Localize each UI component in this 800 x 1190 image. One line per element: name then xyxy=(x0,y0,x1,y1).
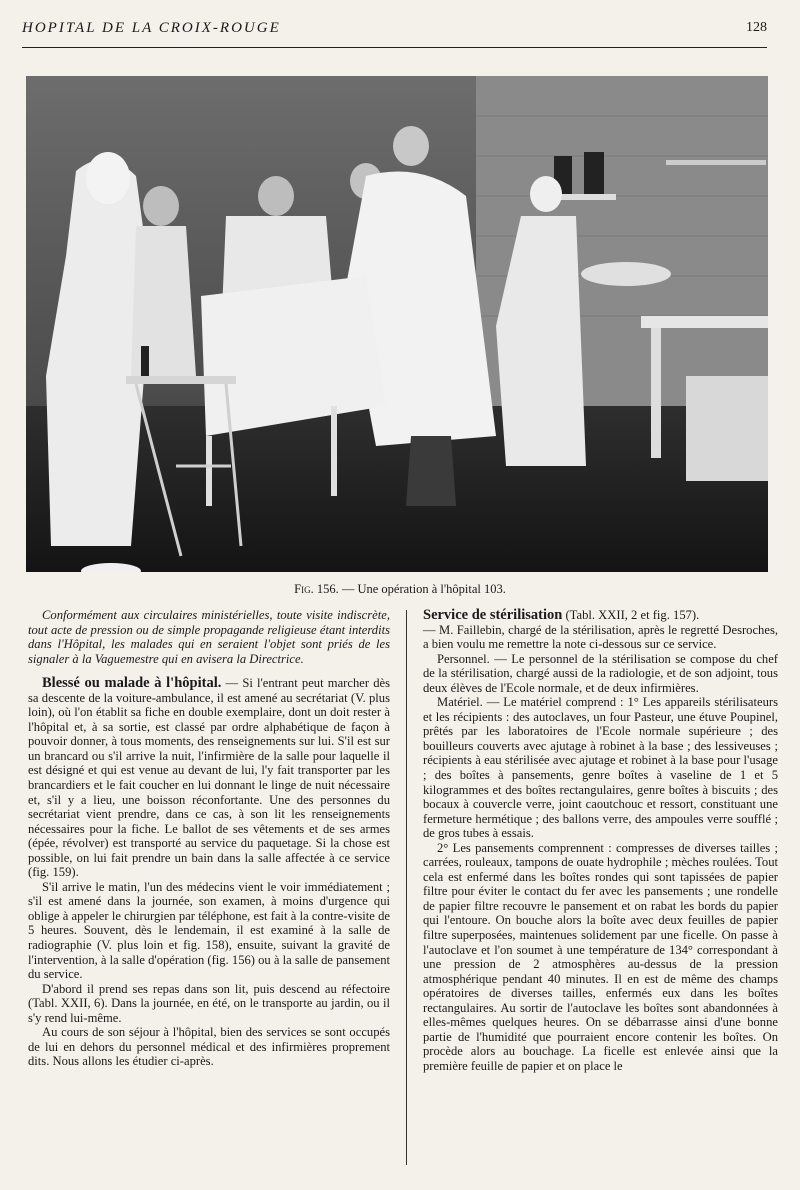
visit-notice: Conformément aux circulaires ministérielles, toute visite indiscrète, tout acte de pression ou de simple propagande religieuse étant interdits dans l'Hôpital, les malades qui en seraient l'objet sont priés de les signaler à la Vaguemestre qui en avisera la Directrice. xyxy=(28,608,390,666)
operation-photograph xyxy=(26,76,768,572)
section-title-sterilisation: Service de stérilisation xyxy=(423,607,563,623)
running-header xyxy=(22,20,767,42)
admission-text: — Si l'entrant peut marcher dès sa descente de la voiture-ambulance, il est amené au secrétariat (V. plus loin), où l'on établit sa fiche en double exemplaire, dont un doit rester à l'hôpital et, à sa sortie, est classé par ordre alphabétique de façon à pouvoir donner, à tous moments, des renseignements sur lui. S'il est sur un brancard ou s'il arrive la nuit, l'infirmière de la salle pour laquelle il est désigné et qui est venue au devant de lui, l'y fait transporter par les brancardiers et le fait coucher en lui donnant le linge de nuit nécessaire et, s'il y a lieu, une boisson réconfortante. Une des personnes du secrétariat vient prendre, dans ce cas, à son lit les renseignements nécessaires pour la fiche. Le ballot de ses vêtements et de ses armes (épée, révolver) est transporté au service du paquetage. Si la chose est possible, on lui fait prendre un bain dans la salle affectée à ce service (fig. 159). xyxy=(28,676,390,880)
left-column xyxy=(28,608,390,1069)
right-column xyxy=(423,608,778,1074)
section-title-admission: Blessé ou malade à l'hôpital. xyxy=(42,675,222,692)
personnel-paragraph: Personnel. — Le personnel de la stérilisation se compose du chef de la stérilisation, chargé aussi de la radiologie, et de son adjoint, tous deux élèves de l'Ecole normale, et de deux infirmières. xyxy=(423,651,778,695)
sterilisation-heading xyxy=(423,608,778,623)
page-number: 128 xyxy=(746,20,767,35)
dressings-paragraph: 2° Les pansements comprennent : compresses de diverses tailles ; carrées, rouleaux, tampons de ouate hydrophile ; mèches roulées. Tout cela est enfermé dans les boîtes rondes qui sont tapissées de papier filtre pour éviter le contact du fer avec les pansements ; une rondelle de papier filtre recouvre le pansement et on rabat les bords du papier qui l'entoure. On bouche alors la boîte avec deux feuilles de papier filtre superposées, maintenues solidement par une ficelle. On passe à l'autoclave et l'on soumet à une température de 134° correspondant à une pression de 2 atmosphères au-dessus de la pression atmosphérique pendant 40 minutes. Il en est de même des champs opératoires de diverses tailles, enfermés eux dans les boîtes rectangulaires. Au sortir de l'autoclave les boîtes sont abandonnées à elles-mêmes quelques heures. On se débarrasse ainsi d'une bonne partie de l'humidité que pourraient encore contenir les boîtes. On procède alors au bouchage. La ficelle est enlevée ainsi que la première feuille de papier et on place le xyxy=(423,840,778,1073)
examination-paragraph: S'il arrive le matin, l'un des médecins vient le voir immédiatement ; s'il est amené dans la journée, son examen, à moins d'urgence qui oblige à appeler le chirurgien par téléphone, est fait à la contre-visite de 5 heures. Souvent, dès le lendemain, il est examiné à la salle de radiographie (V. plus loin et fig. 158), ensuite, suivant la gravité de l'intervention, à la salle d'opération (fig. 156) ou à la salle de pansement du service. xyxy=(28,879,390,982)
running-title: HOPITAL DE LA CROIX-ROUGE xyxy=(22,20,281,36)
figure-label: Fig. 156. xyxy=(294,582,339,596)
intro-paragraph: — M. Faillebin, chargé de la stérilisation, après le regretté Desroches, a bien voulu me remettre la note ci-dessous sur ce service. xyxy=(423,622,778,652)
figure-caption-text: — Une opération à l'hôpital 103. xyxy=(338,582,506,596)
figure-caption xyxy=(0,582,800,597)
material-paragraph: Matériel. — Le matériel comprend : 1° Les appareils stérilisateurs et les récipients : des autoclaves, un four Pasteur, une étuve Poupinel, prêtés par les laboratoires de l'Ecole normale supérieure ; des bouilleurs couverts avec ajutage à robinet à la base ; des lessiveuses ; récipients à eau stérilisée avec ajutage et robinet à la base pour l'usage ; des boîtes à pansements, genre boîtes à vaseline de 1 et 5 kilogrammes et des boîtes rectangulaires, genre boîtes à biscuits ; des bocaux à couvercle verre, joint caoutchouc et ressort, constituant une fermeture hermétique ; des ballons verre, des ampoules verre soufflé ; de gros tubes à essais. xyxy=(423,695,778,841)
header-rule xyxy=(22,47,767,48)
admission-paragraph xyxy=(28,676,390,880)
column-divider xyxy=(406,610,407,1165)
meals-paragraph: D'abord il prend ses repas dans son lit, puis descend au réfectoire (Tabl. XXII, 6). Dans la journée, en été, on le transporte au jardin, ou il s'y rend lui-même. xyxy=(28,981,390,1025)
sterilisation-reference: (Tabl. XXII, 2 et fig. 157). xyxy=(562,608,700,622)
services-paragraph: Au cours de son séjour à l'hôpital, bien des services se sont occupés de lui en dehors du personnel médical et des infirmières proprement dits. Nous allons les étudier ci-après. xyxy=(28,1025,390,1069)
